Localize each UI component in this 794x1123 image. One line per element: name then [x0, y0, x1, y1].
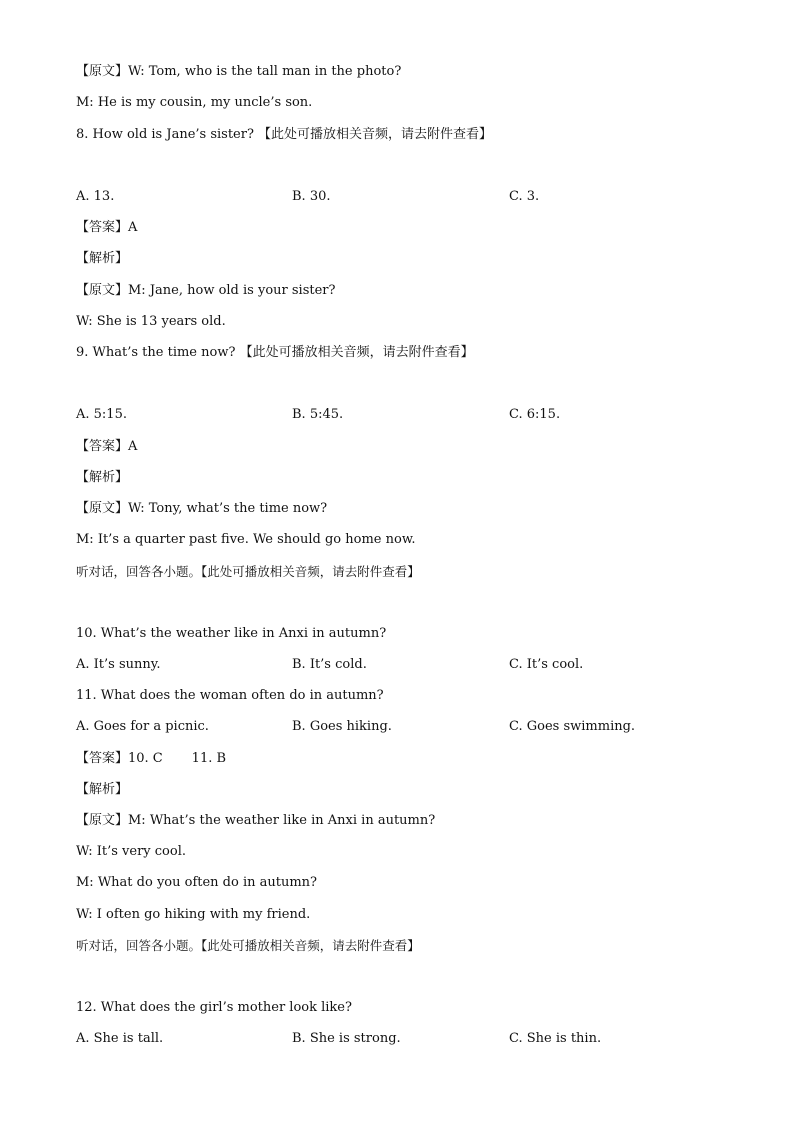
q8-analysis-heading: 【解析】 [76, 251, 129, 266]
q11-option-b: B. Goes hiking. [292, 719, 392, 734]
q8-option-a: A. 13. [76, 189, 115, 204]
section-1-instruction: 听对话，回答各小题。【此处可播放相关音频，请去附件查看】 [76, 564, 420, 579]
q10-question: 10. What’s the weather like in Anxi in autumn? [76, 626, 387, 641]
q11-question: 11. What does the woman often do in autumn? [76, 688, 384, 703]
q10-11-source-line-1: 【原文】M: What’s the weather like in Anxi in autumn? [76, 813, 436, 828]
q8-source-line-2: W: She is 13 years old. [76, 314, 226, 329]
q11-option-a: A. Goes for a picnic. [76, 719, 209, 734]
q12-option-c: C. She is thin. [509, 1031, 602, 1046]
q10-11-source-line-4: W: I often go hiking with my friend. [76, 907, 311, 922]
q9-source-line-1: 【原文】W: Tony, what’s the time now? [76, 501, 328, 516]
q10-11-answer: 【答案】10. C 11. B [76, 751, 227, 766]
q9-option-c: C. 6:15. [509, 407, 561, 422]
q12-question: 12. What does the girl’s mother look like? [76, 1000, 352, 1015]
q7-source-line-1: 【原文】W: Tom, who is the tall man in the photo? [76, 64, 402, 79]
q8-source-line-1: 【原文】M: Jane, how old is your sister? [76, 283, 336, 298]
q10-11-source-line-2: W: It’s very cool. [76, 844, 186, 859]
q11-option-c: C. Goes swimming. [509, 719, 636, 734]
q8-question: 8. How old is Jane’s sister? 【此处可播放相关音频，请去附件查看】 [76, 127, 493, 142]
q10-option-c: C. It’s cool. [509, 657, 584, 672]
q9-option-a: A. 5:15. [76, 407, 127, 422]
q12-option-b: B. She is strong. [292, 1031, 401, 1046]
q8-answer: 【答案】A [76, 220, 138, 235]
q9-question: 9. What’s the time now? 【此处可播放相关音频，请去附件查看】 [76, 345, 474, 360]
q8-option-b: B. 30. [292, 189, 331, 204]
q10-option-b: B. It’s cold. [292, 657, 367, 672]
q9-analysis-heading: 【解析】 [76, 470, 129, 485]
q8-option-c: C. 3. [509, 189, 540, 204]
q9-option-b: B. 5:45. [292, 407, 344, 422]
q10-11-analysis-heading: 【解析】 [76, 782, 129, 797]
q12-option-a: A. She is tall. [76, 1031, 164, 1046]
q10-option-a: A. It’s sunny. [76, 657, 161, 672]
q10-11-source-line-3: M: What do you often do in autumn? [76, 875, 318, 890]
q7-source-line-2: M: He is my cousin, my uncle’s son. [76, 95, 313, 110]
q9-answer: 【答案】A [76, 439, 138, 454]
q9-source-line-2: M: It’s a quarter past five. We should go home now. [76, 532, 416, 547]
section-2-instruction: 听对话，回答各小题。【此处可播放相关音频，请去附件查看】 [76, 938, 420, 953]
